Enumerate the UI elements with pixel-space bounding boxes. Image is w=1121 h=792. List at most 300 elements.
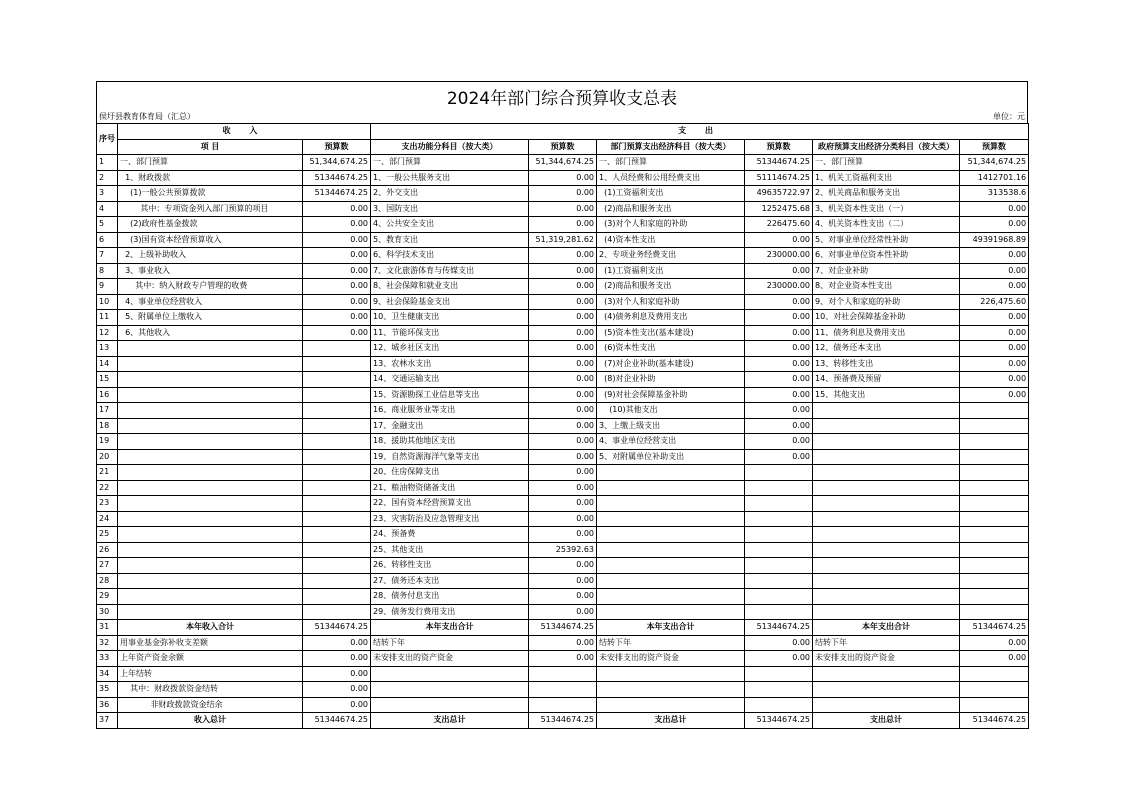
row-number-cell: 16 <box>97 387 118 403</box>
amount-cell: 0.00 <box>529 170 597 186</box>
item-cell <box>813 403 960 419</box>
item-cell: 23、灾害防治及应急管理支出 <box>371 511 529 527</box>
amount-cell <box>745 697 813 713</box>
item-cell: 14、预备费及预留 <box>813 372 960 388</box>
row-number-cell: 21 <box>97 465 118 481</box>
table-row <box>97 418 1029 434</box>
amount-cell: 0.00 <box>529 387 597 403</box>
amount-cell <box>960 573 1029 589</box>
item-cell: (1)一般公共预算拨款 <box>118 186 303 202</box>
row-number-cell: 12 <box>97 325 118 341</box>
item-cell: 未安排支出的资产资金 <box>813 651 960 667</box>
expense-header: 支 出 <box>371 124 1029 140</box>
org-name: 侯圩县教育体育局（汇总） <box>99 112 195 121</box>
amount-cell <box>960 418 1029 434</box>
item-cell: 3、机关资本性支出（一） <box>813 201 960 217</box>
amount-cell: 51114674.25 <box>745 170 813 186</box>
amount-cell: 0.00 <box>960 201 1029 217</box>
item-cell <box>597 682 745 698</box>
amount-cell <box>529 682 597 698</box>
budget-table <box>96 123 1029 729</box>
amount-cell <box>303 403 371 419</box>
item-cell: 22、国有资本经营预算支出 <box>371 496 529 512</box>
amount-cell: 0.00 <box>745 449 813 465</box>
amount-cell <box>303 527 371 543</box>
table-row <box>97 341 1029 357</box>
item-cell: (8)对企业补助 <box>597 372 745 388</box>
row-number-cell: 17 <box>97 403 118 419</box>
row-number-cell: 10 <box>97 294 118 310</box>
func-header: 支出功能分科目（按大类） <box>371 139 529 155</box>
amount-cell <box>745 465 813 481</box>
amount-cell: 1252475.68 <box>745 201 813 217</box>
item-cell: 其中：纳入财政专户管理的收费 <box>118 279 303 295</box>
amount-cell: 51344674.25 <box>745 713 813 729</box>
item-cell: (3)对个人和家庭补助 <box>597 294 745 310</box>
item-cell <box>597 589 745 605</box>
table-row <box>97 232 1029 248</box>
item-cell: 4、机关资本性支出（二） <box>813 217 960 233</box>
table-row <box>97 434 1029 450</box>
amount-cell: 0.00 <box>303 279 371 295</box>
row-number-cell: 36 <box>97 697 118 713</box>
amount-cell: 0.00 <box>745 635 813 651</box>
row-number-cell: 7 <box>97 248 118 264</box>
amount-cell <box>303 418 371 434</box>
amount-cell: 0.00 <box>529 201 597 217</box>
amount-cell: 0.00 <box>529 341 597 357</box>
amount-cell <box>303 511 371 527</box>
row-number-cell: 35 <box>97 682 118 698</box>
amount-cell <box>529 697 597 713</box>
amount-cell: 51,344,674.25 <box>960 155 1029 171</box>
item-cell: (10)其他支出 <box>597 403 745 419</box>
amount-cell: 0.00 <box>303 682 371 698</box>
amount-cell: 0.00 <box>529 558 597 574</box>
row-number-cell: 37 <box>97 713 118 729</box>
item-cell <box>118 573 303 589</box>
amount-cell: 51,344,674.25 <box>303 155 371 171</box>
amount-cell: 0.00 <box>303 666 371 682</box>
item-cell: 14、交通运输支出 <box>371 372 529 388</box>
amount-cell: 51,319,281.62 <box>529 232 597 248</box>
item-cell: 本年支出合计 <box>597 620 745 636</box>
item-cell: 6、对事业单位资本性补助 <box>813 248 960 264</box>
item-cell: 10、卫生健康支出 <box>371 310 529 326</box>
amount-cell: 0.00 <box>960 341 1029 357</box>
row-number-cell: 30 <box>97 604 118 620</box>
table-row <box>97 155 1029 171</box>
item-cell: 17、金融支出 <box>371 418 529 434</box>
amount-cell: 0.00 <box>960 387 1029 403</box>
table-row <box>97 186 1029 202</box>
amount-cell: 0.00 <box>303 697 371 713</box>
row-number-cell: 26 <box>97 542 118 558</box>
item-cell <box>118 542 303 558</box>
amount-cell <box>745 682 813 698</box>
amount-cell: 0.00 <box>745 387 813 403</box>
table-row <box>97 465 1029 481</box>
amount-cell: 0.00 <box>960 635 1029 651</box>
table-row <box>97 496 1029 512</box>
item-cell <box>813 449 960 465</box>
item-cell: 9、社会保险基金支出 <box>371 294 529 310</box>
seq-header: 序号 <box>97 124 118 155</box>
item-cell <box>813 418 960 434</box>
item-cell <box>118 356 303 372</box>
item-cell: 20、住房保障支出 <box>371 465 529 481</box>
item-cell: 一、部门预算 <box>371 155 529 171</box>
item-cell: 27、债务还本支出 <box>371 573 529 589</box>
amount-cell <box>960 682 1029 698</box>
budget-header-dept: 预算数 <box>745 139 813 155</box>
item-cell: (2)商品和服务支出 <box>597 201 745 217</box>
table-row <box>97 527 1029 543</box>
amount-cell <box>303 356 371 372</box>
item-cell: 7、文化旅游体育与传媒支出 <box>371 263 529 279</box>
item-cell: 19、自然资源海洋气象等支出 <box>371 449 529 465</box>
item-cell <box>118 604 303 620</box>
item-cell: 13、转移性支出 <box>813 356 960 372</box>
item-cell <box>371 682 529 698</box>
table-row <box>97 372 1029 388</box>
amount-cell <box>960 449 1029 465</box>
item-cell <box>597 604 745 620</box>
item-cell: 用事业基金弥补收支差额 <box>118 635 303 651</box>
amount-cell <box>745 496 813 512</box>
amount-cell: 51344674.25 <box>960 713 1029 729</box>
item-cell: 16、商业服务业等支出 <box>371 403 529 419</box>
amount-cell: 0.00 <box>745 372 813 388</box>
item-cell: 2、上级补助收入 <box>118 248 303 264</box>
item-cell: 2、机关商品和服务支出 <box>813 186 960 202</box>
amount-cell: 51,344,674.25 <box>529 155 597 171</box>
item-cell: 结转下年 <box>813 635 960 651</box>
item-cell: 收入总计 <box>118 713 303 729</box>
item-cell <box>813 511 960 527</box>
item-cell: 11、节能环保支出 <box>371 325 529 341</box>
item-cell <box>813 542 960 558</box>
amount-cell: 313538.6 <box>960 186 1029 202</box>
item-cell: 2、专项业务经费支出 <box>597 248 745 264</box>
row-number-cell: 3 <box>97 186 118 202</box>
table-row <box>97 713 1029 729</box>
item-cell: 本年收入合计 <box>118 620 303 636</box>
amount-cell: 0.00 <box>529 449 597 465</box>
row-number-cell: 15 <box>97 372 118 388</box>
item-cell: 1、一般公共服务支出 <box>371 170 529 186</box>
row-number-cell: 13 <box>97 341 118 357</box>
amount-cell: 0.00 <box>529 310 597 326</box>
amount-cell <box>960 589 1029 605</box>
table-row <box>97 356 1029 372</box>
amount-cell: 0.00 <box>529 279 597 295</box>
amount-cell <box>303 573 371 589</box>
amount-cell: 51344674.25 <box>303 713 371 729</box>
amount-cell: 0.00 <box>529 527 597 543</box>
item-cell <box>597 666 745 682</box>
amount-cell: 0.00 <box>745 403 813 419</box>
item-cell: 8、社会保障和就业支出 <box>371 279 529 295</box>
item-cell: 5、对附属单位补助支出 <box>597 449 745 465</box>
row-number-cell: 9 <box>97 279 118 295</box>
row-number-cell: 1 <box>97 155 118 171</box>
table-row <box>97 542 1029 558</box>
item-cell: 8、对企业资本性支出 <box>813 279 960 295</box>
table-row <box>97 403 1029 419</box>
row-number-cell: 33 <box>97 651 118 667</box>
item-cell: 4、公共安全支出 <box>371 217 529 233</box>
row-number-cell: 34 <box>97 666 118 682</box>
item-cell: 5、附属单位上缴收入 <box>118 310 303 326</box>
budget-header-income: 预算数 <box>303 139 371 155</box>
item-cell: (7)对企业补助(基本建设) <box>597 356 745 372</box>
amount-cell: 0.00 <box>960 325 1029 341</box>
amount-cell: 0.00 <box>303 635 371 651</box>
amount-cell: 0.00 <box>745 294 813 310</box>
amount-cell: 0.00 <box>960 248 1029 264</box>
amount-cell: 0.00 <box>529 480 597 496</box>
item-cell: (1)工资福利支出 <box>597 263 745 279</box>
item-cell: 支出总计 <box>371 713 529 729</box>
amount-cell: 0.00 <box>303 263 371 279</box>
item-cell: 9、对个人和家庭的补助 <box>813 294 960 310</box>
item-cell: 29、债务发行费用支出 <box>371 604 529 620</box>
item-cell: 5、教育支出 <box>371 232 529 248</box>
amount-cell <box>303 449 371 465</box>
item-cell <box>118 387 303 403</box>
amount-cell: 226,475.60 <box>960 294 1029 310</box>
item-cell <box>371 666 529 682</box>
dept-header: 部门预算支出经济科目（按大类） <box>597 139 745 155</box>
amount-cell: 0.00 <box>529 589 597 605</box>
amount-cell: 0.00 <box>529 496 597 512</box>
item-cell: (4)资本性支出 <box>597 232 745 248</box>
amount-cell: 25392.63 <box>529 542 597 558</box>
item-cell: (1)工资福利支出 <box>597 186 745 202</box>
amount-cell: 51344674.25 <box>303 186 371 202</box>
item-cell: 15、其他支出 <box>813 387 960 403</box>
amount-cell: 51344674.25 <box>529 620 597 636</box>
item-cell: 26、转移性支出 <box>371 558 529 574</box>
amount-cell <box>529 666 597 682</box>
item-cell: 其中：专项资金列入部门预算的项目 <box>118 201 303 217</box>
item-cell <box>813 697 960 713</box>
row-number-cell: 4 <box>97 201 118 217</box>
item-cell <box>118 558 303 574</box>
table-row <box>97 387 1029 403</box>
amount-cell <box>960 511 1029 527</box>
item-cell: 13、农林水支出 <box>371 356 529 372</box>
item-cell: (2)政府性基金拨款 <box>118 217 303 233</box>
item-cell: 24、预备费 <box>371 527 529 543</box>
item-cell: 未安排支出的资产资金 <box>597 651 745 667</box>
gov-header: 政府预算支出经济分类科目（按大类） <box>813 139 960 155</box>
row-number-cell: 27 <box>97 558 118 574</box>
item-cell: 一、部门预算 <box>597 155 745 171</box>
row-number-cell: 32 <box>97 635 118 651</box>
amount-cell: 0.00 <box>529 325 597 341</box>
table-row <box>97 635 1029 651</box>
row-number-cell: 23 <box>97 496 118 512</box>
amount-cell: 230000.00 <box>745 279 813 295</box>
amount-cell: 51344674.25 <box>960 620 1029 636</box>
item-cell <box>813 589 960 605</box>
table-row <box>97 310 1029 326</box>
amount-cell <box>303 558 371 574</box>
amount-cell: 0.00 <box>960 356 1029 372</box>
table-row <box>97 248 1029 264</box>
row-number-cell: 31 <box>97 620 118 636</box>
item-cell <box>118 341 303 357</box>
amount-cell: 0.00 <box>960 217 1029 233</box>
item-cell <box>118 372 303 388</box>
item-cell: 6、其他收入 <box>118 325 303 341</box>
amount-cell: 0.00 <box>745 310 813 326</box>
amount-cell: 0.00 <box>745 263 813 279</box>
item-cell <box>118 403 303 419</box>
amount-cell: 0.00 <box>529 418 597 434</box>
header-row-2 <box>97 139 1029 155</box>
amount-cell: 0.00 <box>745 418 813 434</box>
item-cell <box>118 434 303 450</box>
item-cell: 本年支出合计 <box>813 620 960 636</box>
amount-cell: 226475.60 <box>745 217 813 233</box>
amount-cell: 0.00 <box>745 651 813 667</box>
sheet-title: 2024年部门综合预算收支总表 <box>96 81 1028 110</box>
table-row <box>97 558 1029 574</box>
header-row-1 <box>97 124 1029 140</box>
amount-cell: 0.00 <box>529 294 597 310</box>
amount-cell <box>745 558 813 574</box>
amount-cell: 0.00 <box>960 310 1029 326</box>
table-row <box>97 325 1029 341</box>
amount-cell: 0.00 <box>529 635 597 651</box>
amount-cell: 0.00 <box>529 372 597 388</box>
amount-cell: 0.00 <box>303 201 371 217</box>
amount-cell: 0.00 <box>960 263 1029 279</box>
amount-cell: 0.00 <box>529 511 597 527</box>
amount-cell: 0.00 <box>529 651 597 667</box>
item-cell: 3、事业收入 <box>118 263 303 279</box>
amount-cell: 230000.00 <box>745 248 813 264</box>
item-cell <box>813 465 960 481</box>
item-cell <box>813 558 960 574</box>
item-cell <box>597 542 745 558</box>
item-cell <box>371 697 529 713</box>
item-cell <box>118 465 303 481</box>
amount-cell: 0.00 <box>529 434 597 450</box>
item-cell: 2、外交支出 <box>371 186 529 202</box>
amount-cell: 0.00 <box>529 217 597 233</box>
item-cell <box>813 682 960 698</box>
item-cell <box>118 511 303 527</box>
item-cell: 非财政拨款资金结余 <box>118 697 303 713</box>
amount-cell: 49635722.97 <box>745 186 813 202</box>
row-number-cell: 8 <box>97 263 118 279</box>
item-cell: 3、国防支出 <box>371 201 529 217</box>
amount-cell <box>960 496 1029 512</box>
item-cell <box>813 434 960 450</box>
item-cell: 其中：财政拨款资金结转 <box>118 682 303 698</box>
item-cell: 21、粮油物资储备支出 <box>371 480 529 496</box>
amount-cell <box>303 465 371 481</box>
amount-cell: 51344674.25 <box>745 155 813 171</box>
row-number-cell: 2 <box>97 170 118 186</box>
amount-cell: 0.00 <box>303 651 371 667</box>
row-number-cell: 20 <box>97 449 118 465</box>
table-row <box>97 666 1029 682</box>
item-cell <box>597 573 745 589</box>
unit-label: 单位：元 <box>993 112 1025 121</box>
amount-cell <box>303 589 371 605</box>
table-row <box>97 449 1029 465</box>
table-row <box>97 682 1029 698</box>
amount-cell <box>745 604 813 620</box>
amount-cell: 51344674.25 <box>303 170 371 186</box>
amount-cell <box>960 542 1029 558</box>
row-number-cell: 24 <box>97 511 118 527</box>
amount-cell: 0.00 <box>303 232 371 248</box>
amount-cell: 0.00 <box>529 403 597 419</box>
budget-sheet <box>96 81 1028 729</box>
amount-cell <box>960 558 1029 574</box>
item-cell: (5)资本性支出(基本建设) <box>597 325 745 341</box>
item-header: 项 目 <box>118 139 303 155</box>
item-cell <box>813 573 960 589</box>
amount-cell <box>303 434 371 450</box>
item-cell: 一、部门预算 <box>813 155 960 171</box>
amount-cell <box>303 387 371 403</box>
amount-cell <box>303 496 371 512</box>
item-cell: 25、其他支出 <box>371 542 529 558</box>
sheet-meta <box>96 110 1028 123</box>
item-cell: (2)商品和服务支出 <box>597 279 745 295</box>
item-cell: 一、部门预算 <box>118 155 303 171</box>
amount-cell: 0.00 <box>745 434 813 450</box>
item-cell: 支出总计 <box>597 713 745 729</box>
table-row <box>97 294 1029 310</box>
amount-cell: 0.00 <box>529 248 597 264</box>
item-cell: 15、资源勘探工业信息等支出 <box>371 387 529 403</box>
amount-cell <box>303 604 371 620</box>
item-cell: 6、科学技术支出 <box>371 248 529 264</box>
income-header: 收 入 <box>118 124 371 140</box>
budget-header-gov: 预算数 <box>960 139 1029 155</box>
item-cell <box>118 449 303 465</box>
item-cell <box>813 604 960 620</box>
item-cell: 7、对企业补助 <box>813 263 960 279</box>
item-cell: 结转下年 <box>597 635 745 651</box>
amount-cell: 0.00 <box>745 341 813 357</box>
item-cell: 12、城乡社区支出 <box>371 341 529 357</box>
amount-cell <box>745 666 813 682</box>
table-row <box>97 279 1029 295</box>
amount-cell <box>960 527 1029 543</box>
item-cell: 12、债务还本支出 <box>813 341 960 357</box>
item-cell: 1、机关工资福利支出 <box>813 170 960 186</box>
item-cell: 1、财政拨款 <box>118 170 303 186</box>
amount-cell: 0.00 <box>529 356 597 372</box>
item-cell: 18、援助其他地区支出 <box>371 434 529 450</box>
amount-cell <box>960 403 1029 419</box>
item-cell <box>813 496 960 512</box>
amount-cell: 0.00 <box>303 294 371 310</box>
amount-cell: 0.00 <box>303 248 371 264</box>
item-cell <box>597 496 745 512</box>
item-cell: 3、上缴上级支出 <box>597 418 745 434</box>
item-cell: 28、债务付息支出 <box>371 589 529 605</box>
